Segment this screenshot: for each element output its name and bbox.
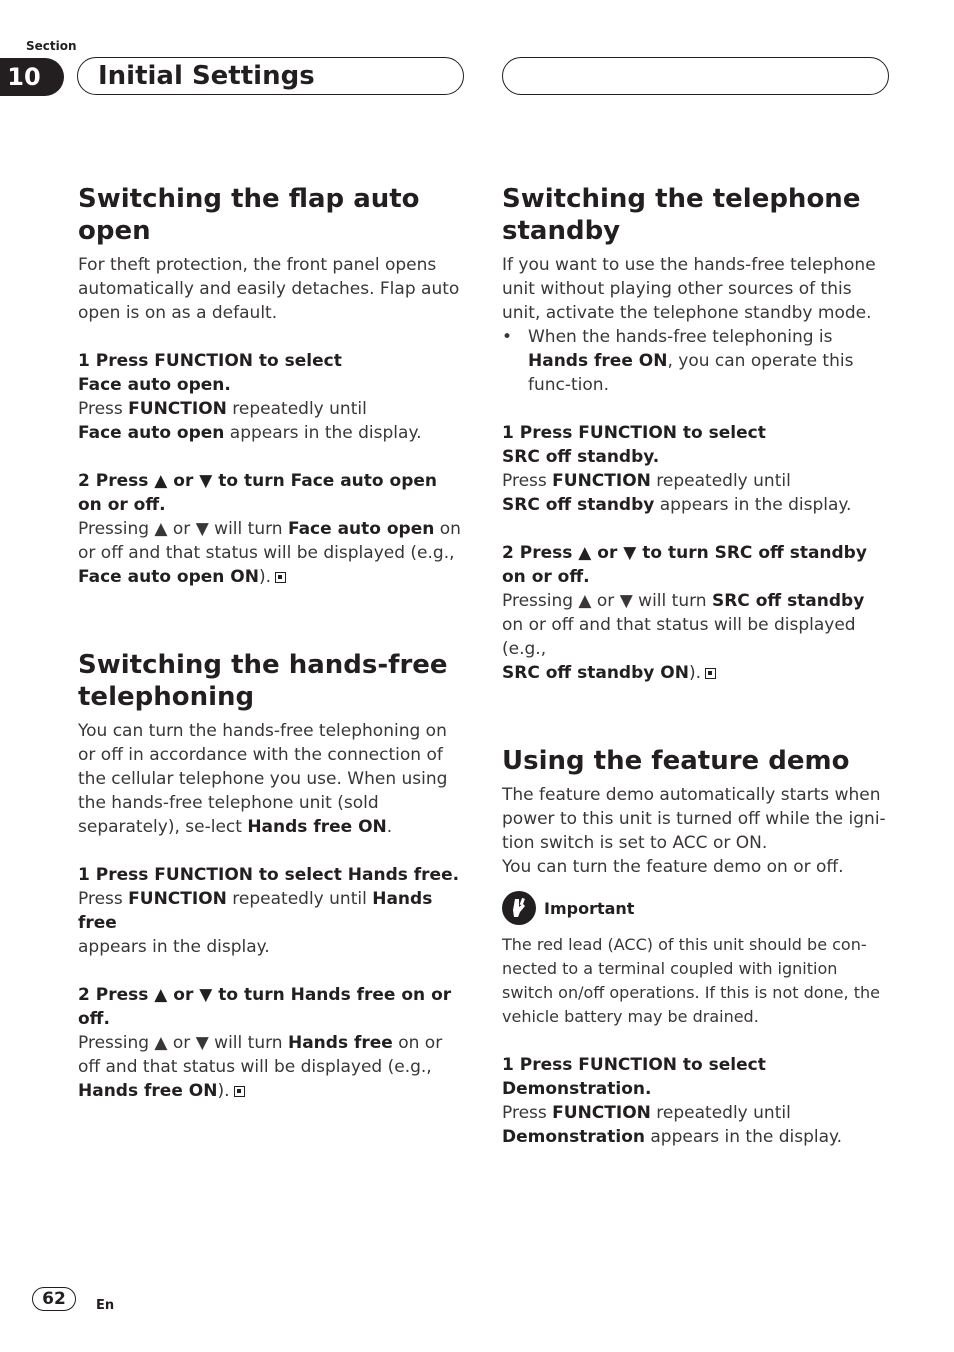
right-header-pill	[502, 57, 889, 95]
language-label: En	[96, 1298, 115, 1313]
standby-step1-title-b: SRC off standby.	[502, 447, 660, 467]
end-mark-icon	[705, 668, 716, 679]
page-number: 62	[32, 1287, 76, 1311]
flap-step2-body: Pressing ▲ or ▼ will turn Face auto open on or off and that status will be displayed (e.g., Face auto open ON).	[78, 519, 461, 587]
flap-step2-title: 2 Press ▲ or ▼ to turn Face auto open on or off.	[78, 471, 437, 515]
demo-step1-body: Press FUNCTION repeatedly until Demonstration appears in the display.	[502, 1103, 843, 1147]
section-title-pill	[77, 57, 464, 95]
handsfree-intro: You can turn the hands-free telephoning on or off in accordance with the connection of the cellular telephone you use. When using the hands-free telephone unit (sold separately), se-lect Hands free ON.	[78, 721, 448, 837]
flap-step1-body: Press FUNCTION repeatedly until Face auto open appears in the display.	[78, 399, 422, 443]
standby-step2-title: 2 Press ▲ or ▼ to turn SRC off standby on or off.	[502, 543, 867, 587]
section-number-badge: 10	[0, 58, 64, 96]
flap-step1-title-b: Face auto open.	[78, 375, 231, 395]
important-hand-icon	[502, 891, 536, 925]
standby-intro: If you want to use the hands-free telephone unit without playing other sources of this unit, activate the telephone standby mode.	[502, 255, 876, 323]
flap-intro: For theft protection, the front panel opens automatically and easily detaches. Flap auto open is on as a default.	[78, 255, 460, 323]
important-text: The red lead (ACC) of this unit should be con-nected to a terminal coupled with ignition switch on/off operations. If this is not done, the vehicle battery may be drained.	[502, 935, 880, 1026]
right-column	[502, 183, 890, 1149]
demo-intro2: You can turn the feature demo on or off.	[502, 857, 844, 877]
end-mark-icon	[275, 572, 286, 583]
important-label: Important	[544, 898, 635, 918]
handsfree-step1-title: 1 Press FUNCTION to select Hands free.	[78, 865, 460, 885]
flap-title: Switching the flap auto open	[78, 184, 420, 246]
important-header	[502, 891, 890, 925]
standby-step1-title-a: 1 Press FUNCTION to select	[502, 423, 766, 443]
demo-intro: The feature demo automatically starts when power to this unit is turned off while the igni-tion switch is set to ACC or ON.	[502, 785, 886, 853]
handsfree-step2-body: Pressing ▲ or ▼ will turn Hands free on or off and that status will be displayed (e.g., Hands free ON).	[78, 1033, 443, 1101]
section-label: Section	[26, 39, 77, 53]
flap-step1-title-a: 1 Press FUNCTION to select	[78, 351, 342, 371]
standby-bullet: • When the hands-free telephoning is Hands free ON, you can operate this func-tion.	[502, 327, 854, 395]
section-title: Initial Settings	[98, 61, 315, 91]
left-column	[78, 183, 466, 1103]
handsfree-title: Switching the hands-free telephoning	[78, 650, 448, 712]
demo-step1-title-a: 1 Press FUNCTION to select	[502, 1055, 766, 1075]
standby-step1-body: Press FUNCTION repeatedly until SRC off standby appears in the display.	[502, 471, 852, 515]
handsfree-step1-body: Press FUNCTION repeatedly until Hands free appears in the display.	[78, 889, 433, 957]
standby-title: Switching the telephone standby	[502, 184, 861, 246]
demo-step1-title-b: Demonstration.	[502, 1079, 652, 1099]
standby-step2-body: Pressing ▲ or ▼ will turn SRC off standby on or off and that status will be displayed (e.g., SRC off standby ON).	[502, 591, 865, 683]
handsfree-step2-title: 2 Press ▲ or ▼ to turn Hands free on or off.	[78, 985, 452, 1029]
end-mark-icon	[234, 1086, 245, 1097]
demo-title: Using the feature demo	[502, 746, 850, 776]
bullet-icon: •	[502, 327, 513, 347]
